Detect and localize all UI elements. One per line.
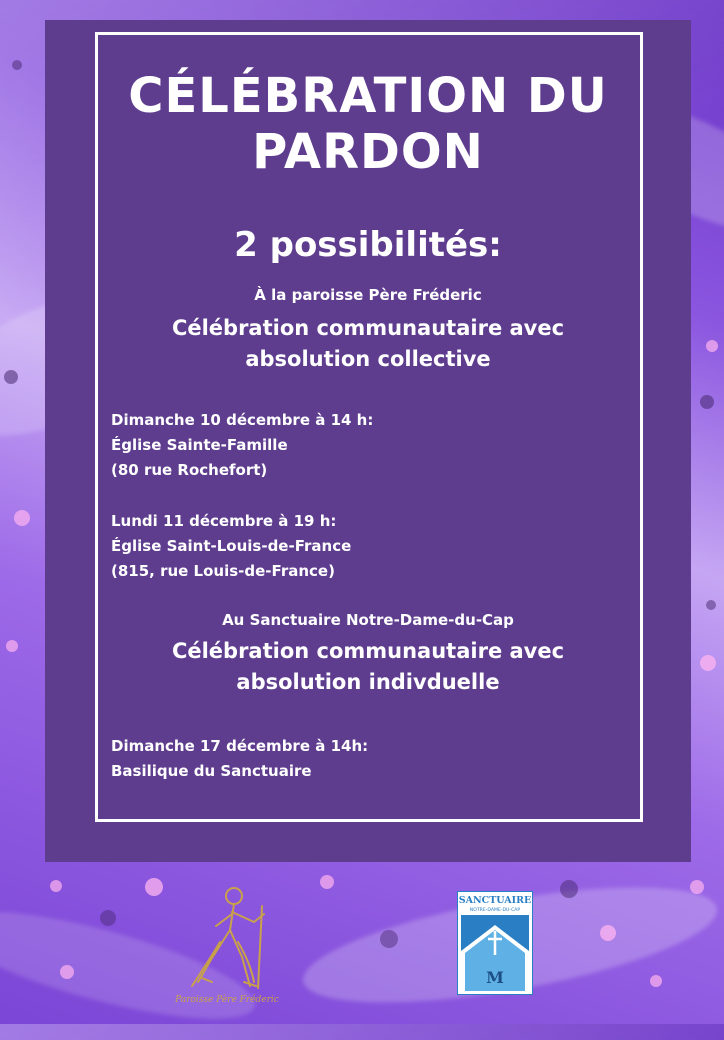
title-line: PARDON xyxy=(252,124,484,180)
background-dot xyxy=(706,600,716,610)
event-line: Dimanche 10 décembre à 14 h: xyxy=(111,411,374,429)
background-dot xyxy=(690,880,704,894)
sanctuary-logo-title: SANCTUAIRE xyxy=(458,895,532,906)
background-dot xyxy=(700,655,716,671)
background-dot xyxy=(145,878,163,896)
background-dot xyxy=(600,925,616,941)
background-dot xyxy=(320,875,334,889)
background-dot xyxy=(700,395,714,409)
section1-heading-line: absolution collective xyxy=(245,347,491,371)
event-line: Église Saint-Louis-de-France xyxy=(111,537,352,555)
event-line: Dimanche 17 décembre à 14h: xyxy=(111,737,369,755)
section1-intro: À la paroisse Père Fréderic xyxy=(254,286,482,304)
poster-title xyxy=(45,68,691,180)
background-dot xyxy=(706,340,718,352)
background-dot xyxy=(60,965,74,979)
title-line: CÉLÉBRATION DU xyxy=(128,68,608,124)
pilgrim-figure-icon xyxy=(172,882,282,1010)
background-dot xyxy=(560,880,578,898)
background-dot xyxy=(380,930,398,948)
event-line: Lundi 11 décembre à 19 h: xyxy=(111,512,337,530)
sanctuary-logo-subtitle: NOTRE-DAME-DU-CAP xyxy=(469,908,521,913)
parish-logo-text: Paroisse Père Fréderic xyxy=(175,995,279,1005)
sanctuary-logo xyxy=(457,891,533,995)
section1-heading xyxy=(45,313,691,375)
background-dot xyxy=(4,370,18,384)
background-dot xyxy=(650,975,662,987)
background-dot xyxy=(14,510,30,526)
event-block-2 xyxy=(111,509,351,584)
event-block-1 xyxy=(111,408,373,483)
section2-heading xyxy=(45,636,691,698)
event-block-3 xyxy=(111,734,368,784)
background-dot xyxy=(100,910,116,926)
event-line: (80 rue Rochefort) xyxy=(111,461,268,479)
background-dot xyxy=(12,60,22,70)
background-dot xyxy=(50,880,62,892)
svg-text:M: M xyxy=(486,968,504,987)
background-dot xyxy=(6,640,18,652)
section2-heading-line: absolution indivduelle xyxy=(236,670,500,694)
sanctuary-emblem-icon xyxy=(457,891,533,995)
event-line: Basilique du Sanctuaire xyxy=(111,762,312,780)
content-panel xyxy=(45,20,691,862)
section1-heading-line: Célébration communautaire avec xyxy=(171,316,565,340)
section2-heading-line: Célébration communautaire avec xyxy=(171,639,565,663)
poster-subtitle: 2 possibilités: xyxy=(234,225,502,265)
section2-intro: Au Sanctuaire Notre-Dame-du-Cap xyxy=(222,611,514,629)
event-line: (815, rue Louis-de-France) xyxy=(111,562,335,580)
event-line: Église Sainte-Famille xyxy=(111,436,288,454)
parish-logo xyxy=(172,882,282,1010)
